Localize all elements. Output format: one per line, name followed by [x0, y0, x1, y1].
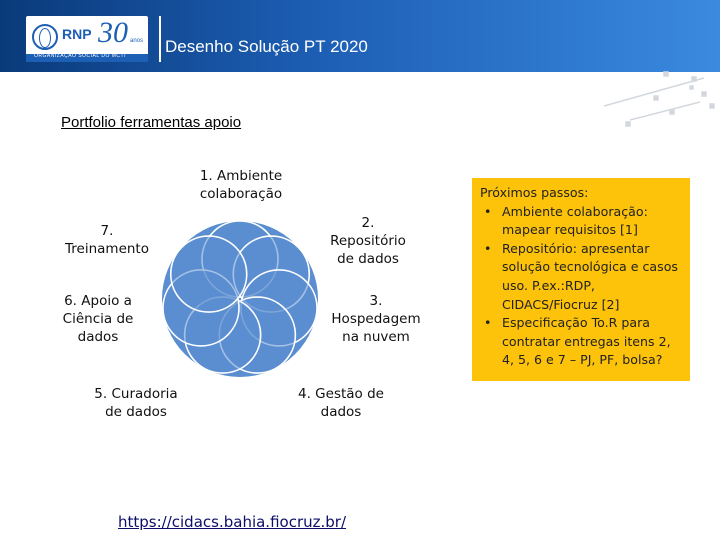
logo-tagline-bar	[26, 54, 148, 62]
item-7-line2: Treinamento	[65, 241, 149, 257]
item-1-line2: colaboração	[199, 186, 283, 202]
next-step-item	[480, 203, 684, 240]
diagram-item-5	[84, 385, 188, 421]
item-3-line1: 3.	[369, 293, 383, 309]
diagram-item-1	[186, 167, 296, 203]
rnp-logo	[26, 16, 148, 62]
diagram-item-4	[286, 385, 396, 421]
next-steps-box	[472, 178, 690, 381]
step-1-line2: mapear requisitos [1]	[502, 222, 638, 238]
globe-icon	[32, 24, 58, 50]
next-steps-list	[480, 203, 684, 370]
item-1-line1: 1. Ambiente	[199, 168, 283, 184]
next-steps-heading: Próximos passos:	[480, 185, 589, 200]
step-2-line2: solução tecnológica e casos	[502, 259, 678, 275]
next-step-item	[480, 314, 684, 370]
item-6-line1: 6. Apoio a	[64, 293, 132, 309]
logo-anos: anos	[130, 38, 144, 44]
diagram-item-7	[48, 222, 166, 258]
item-5-line2: de dados	[105, 404, 167, 420]
logo-tagline: ORGANIZAÇÃO SOCIAL DO MCTI	[34, 53, 126, 59]
item-2-line1: 2.	[361, 215, 375, 231]
diagram-item-3	[324, 292, 428, 346]
item-6-line3: dados	[77, 329, 119, 345]
logo-anniversary: 30	[98, 16, 128, 49]
item-7-line1: 7.	[100, 223, 114, 239]
item-5-line1: 5. Curadoria	[94, 386, 178, 402]
item-4-line2: dados	[320, 404, 362, 420]
step-2-line4: CIDACS/Fiocruz [2]	[502, 296, 620, 312]
item-3-line3: na nuvem	[342, 329, 410, 345]
step-3-line1: Especificação To.R para	[502, 315, 651, 331]
step-2-line3: uso. P.ex.:RDP,	[502, 277, 595, 293]
header-divider	[159, 16, 161, 62]
step-3-line3: 4, 5, 6 e 7 – PJ, PF, bolsa?	[502, 352, 663, 368]
bullet-icon: •	[484, 315, 492, 331]
diagram-item-6	[46, 292, 150, 346]
next-step-item	[480, 240, 684, 314]
bullet-icon: •	[484, 240, 492, 256]
section-subtitle: Portfolio ferramentas apoio	[61, 114, 242, 131]
bullet-icon: •	[484, 203, 492, 219]
header-band	[0, 0, 720, 72]
step-3-line2: contratar entregas itens 2,	[502, 333, 671, 349]
item-2-line2: Repositório	[330, 233, 406, 249]
item-6-line2: Ciência de	[62, 311, 134, 327]
step-2-line1: Repositório: apresentar	[502, 240, 650, 256]
cidacs-link[interactable]: https://cidacs.bahia.fiocruz.br/	[118, 513, 347, 531]
item-2-line3: de dados	[337, 251, 399, 267]
item-4-line1: 4. Gestão de	[298, 386, 384, 402]
item-3-line2: Hospedagem	[331, 311, 421, 327]
logo-brand: RNP	[62, 26, 92, 42]
step-1-line1: Ambiente colaboração:	[502, 203, 648, 219]
flower-petal	[171, 236, 247, 312]
diagram-item-2	[318, 214, 418, 268]
slide-title: Desenho Solução PT 2020	[165, 37, 368, 56]
flower-diagram	[160, 219, 320, 379]
